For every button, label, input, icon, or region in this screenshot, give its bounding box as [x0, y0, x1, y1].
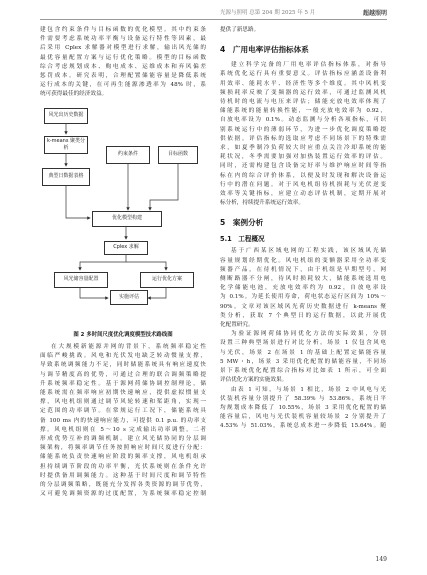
text-line: 运行成本的关键，在可再生能源渗透率为 48% 时，系	[40, 82, 206, 89]
text-line: 4.53% 与 51.03%，系统总成本进一步降低 15.64%。随	[220, 423, 386, 430]
text-line: 景下系统优化配置综合指标对比如表 1 所示，可全面	[220, 368, 386, 375]
text-line: 备 100 ms 内的快速响应能力，可提供 0.1 p.u. 的功率支	[40, 417, 206, 424]
node-objective: 目标函数	[158, 146, 198, 164]
text-line: 90%。文章对该区域风光荷历史数据进行 k-means 聚	[220, 303, 386, 310]
text-line: 综合考虑规划成本、购电成本、运维成本和弃风偏差	[40, 63, 206, 70]
text-line: 容量规划经期优化。风电机组的变额器采用全功率变	[220, 257, 386, 264]
text-line: 设置三种典型场景进行对比分析。场景 1 仅包含风电	[220, 340, 386, 347]
node-model: 优化模型构建	[92, 211, 162, 227]
text-line: 面临严峻挑战。风电和光伏发电缺乏转动惯量支撑，	[40, 353, 206, 360]
section-4-heading: 4 广用电率评估指标体系	[220, 45, 309, 55]
caption-label: 图 2	[73, 332, 85, 338]
figure-caption	[40, 330, 206, 338]
node-typical-day: 典型日数据表格	[42, 168, 90, 186]
arrow-typical-model	[66, 186, 90, 218]
node-strategy: 运行优化方案	[140, 272, 194, 288]
text-line: 升系统频率稳定性。基于源网荷储协调控制理论，储	[40, 380, 206, 387]
text-line: 待机时的电流与电压来评估；储能充放电效率体现了	[220, 99, 386, 106]
text-line: 最优容量配置方案与运行优化策略。模型的目标函数	[40, 54, 206, 61]
text-line: 类分析，获取 7 个典型日的运行数据，以此开展优	[220, 312, 386, 319]
arrow-cplex-capacity	[80, 255, 126, 270]
text-line: 化学储能电池，充放电效率约为 0.92，自放电率设	[220, 285, 386, 292]
text-line: 定范围的功率调节。在常规运行工况下，储能系统具	[40, 408, 206, 415]
node-kmeans: k-means 聚类分析	[44, 136, 88, 154]
text-line: 担持续调节阶段的功率平衡，光伏系统则在条件允许	[40, 463, 206, 470]
node-cplex: Cplex 求解	[104, 241, 148, 255]
node-result: 实施评估	[110, 290, 148, 305]
text-line: 与调节精度高的优势，可通过合理的联合调频策略提	[40, 371, 206, 378]
text-line: 提供了新思路。	[220, 27, 260, 33]
text-line: 侧断路器不分闸，待风时损耗较大，储能系统选用电	[220, 276, 386, 283]
text-line: 5 MW・h，场景 3 采用优化配置的储能容量，不同场	[220, 358, 386, 365]
text-line: 化配置研究。	[220, 322, 254, 329]
text-line: 伏装机容量分别提升了 58.39% 与 53.86%，系统日平	[220, 395, 386, 402]
flowchart-figure	[40, 104, 206, 310]
text-line: 又可避免调频资源的过度配置，为系统频率稳定控制	[40, 491, 206, 498]
text-line: 求，如夏季制冷负荷较大时应重点关注冷却系统的能	[220, 145, 386, 152]
left-column	[40, 26, 206, 310]
text-line: 评估优化方案的实施效果。	[220, 377, 288, 384]
caption-text: 多时间尺度优化调度模型技术路线图	[86, 332, 173, 338]
text-line: 供依据。评估指标的选取应考虑不同场景下的特殊需	[220, 135, 386, 142]
text-line: 建立科学完备的厂用电率评估指标体系，对指导	[231, 62, 386, 69]
text-line: 能容量后，风电与光伏装机容量较场景 2 分别提升了	[220, 414, 386, 421]
text-line: 耗状况，冬季需要加强对加热装置运行效率的评估。	[220, 154, 386, 161]
text-line: 形成优势互补的调频机制。建立风光储协同的分层调	[40, 436, 206, 443]
section-5-heading: 5 案例分析	[220, 218, 264, 228]
text-line: 在大规模新能源并网的背景下，系统频率稳定性	[51, 344, 206, 350]
text-line: 储能系统的能量转换性能，一般充放电效率为 0.92，	[220, 108, 386, 115]
arrow-strategy-result	[148, 288, 166, 298]
text-line: 撑，风电机组则通过调节风轮转速和桨距角，实现一	[40, 399, 206, 406]
text-line: 与光伏，场景 2 在场景 1 的基础上配置定储能容量	[220, 349, 386, 356]
text-line: 储能系统负责快速响应阶段的频率支撑，风电机组承	[40, 454, 206, 461]
text-line: 后采用 Cplex 求解器对模型进行求解，输出风光储的	[40, 45, 206, 52]
text-line: 别系统运行中的薄弱环节，为进一步优化调度策略提	[220, 126, 386, 133]
text-line: 效率等关键指标，应建立动态评估机制，定期开展对	[220, 191, 386, 198]
text-line: 惩罚成本。研究表明，合理配置储能容量是降低系统	[40, 73, 206, 80]
text-line: 为验证源网荷储协同优化方法的实际效果，分别	[231, 331, 386, 338]
text-line: 同时，还需构建包含设备完好率与维护响应时间等指	[220, 163, 386, 170]
subsection-5-1-heading: 5.1 工程概况	[220, 235, 265, 244]
text-line: 建包含约束条件与目标函数的优化模型。其中约束条	[40, 27, 206, 33]
node-start: 风光出历史数据	[44, 108, 88, 124]
left-column-lower	[40, 343, 206, 499]
text-line: 统可获得最佳的经济效益。	[40, 91, 108, 98]
right-column	[220, 26, 386, 432]
journal-info: 光源与照明 总第 204 期 2025 年 5 月	[220, 10, 316, 16]
text-line: 频架构，将频率调节任务按照响应时间尺度进行分配：	[40, 445, 206, 452]
text-line: 撑。风电机组则在 5～10 s 完成输出功率调整，二者	[40, 426, 206, 433]
node-capacity: 风光储容量配置	[54, 272, 108, 288]
text-line: 均规划成本降低了 10.55%，场景 3 采用优化配置的储	[220, 404, 386, 411]
column-label: 超越照明	[362, 10, 387, 17]
text-line: 为 0.1%。为延长使用寿命，荷电状态运行区间为 10%～	[220, 294, 386, 301]
text-line: 件需要考虑系统功率平衡与设备运行特性等因素，最	[40, 36, 206, 43]
text-line: 时提供备用调频能力。这种基于时间尺度和调节特性	[40, 472, 206, 479]
text-line: 由表 1 可知，与场景 1 相比，场景 2 中风电与光	[231, 386, 386, 393]
arrow-cplex-strategy	[126, 262, 166, 270]
arrow-objective-model	[150, 164, 178, 210]
text-line: 标在内的综合评价体系，以便及时发现和解决设备运	[220, 172, 386, 179]
header-rule	[40, 19, 387, 20]
arrow-capacity-result	[80, 288, 108, 298]
text-line: 导致系统调频能力不足，同时储能系统具有响应速度快	[40, 362, 206, 369]
text-line: 基于广西某区域电网的工程实践，该区域风光储	[231, 248, 386, 255]
text-line: 行中的潜在问题。对于风电机组待机损耗与光伏逆变	[220, 181, 386, 188]
page-number: 149	[375, 556, 387, 563]
text-line: 系统优化运行具有重要意义。评估指标应涵盖设备利	[220, 71, 386, 78]
text-line: 用效率、能耗水平、经济性等多个维度。其中风机变	[220, 80, 386, 87]
text-line: 标分析，持续提升系统运行效率。	[220, 200, 304, 207]
node-constraint: 约束条件	[106, 146, 150, 164]
text-line: 频器产品，在待机情况下，由于机组是早期型号，网	[220, 266, 386, 273]
text-line: 自放电率设为 0.1%。动态监测与分析各项指标，可识	[220, 117, 386, 124]
text-line: 能系统需在频率响应初期快速响应，提供虚拟惯量支	[40, 390, 206, 397]
text-line: 的分层调频策略，既能充分发挥各类资源的调节优势，	[40, 482, 206, 489]
text-line: 频损耗率反映了变频器的运行效率，可通过监测风机	[220, 89, 386, 96]
